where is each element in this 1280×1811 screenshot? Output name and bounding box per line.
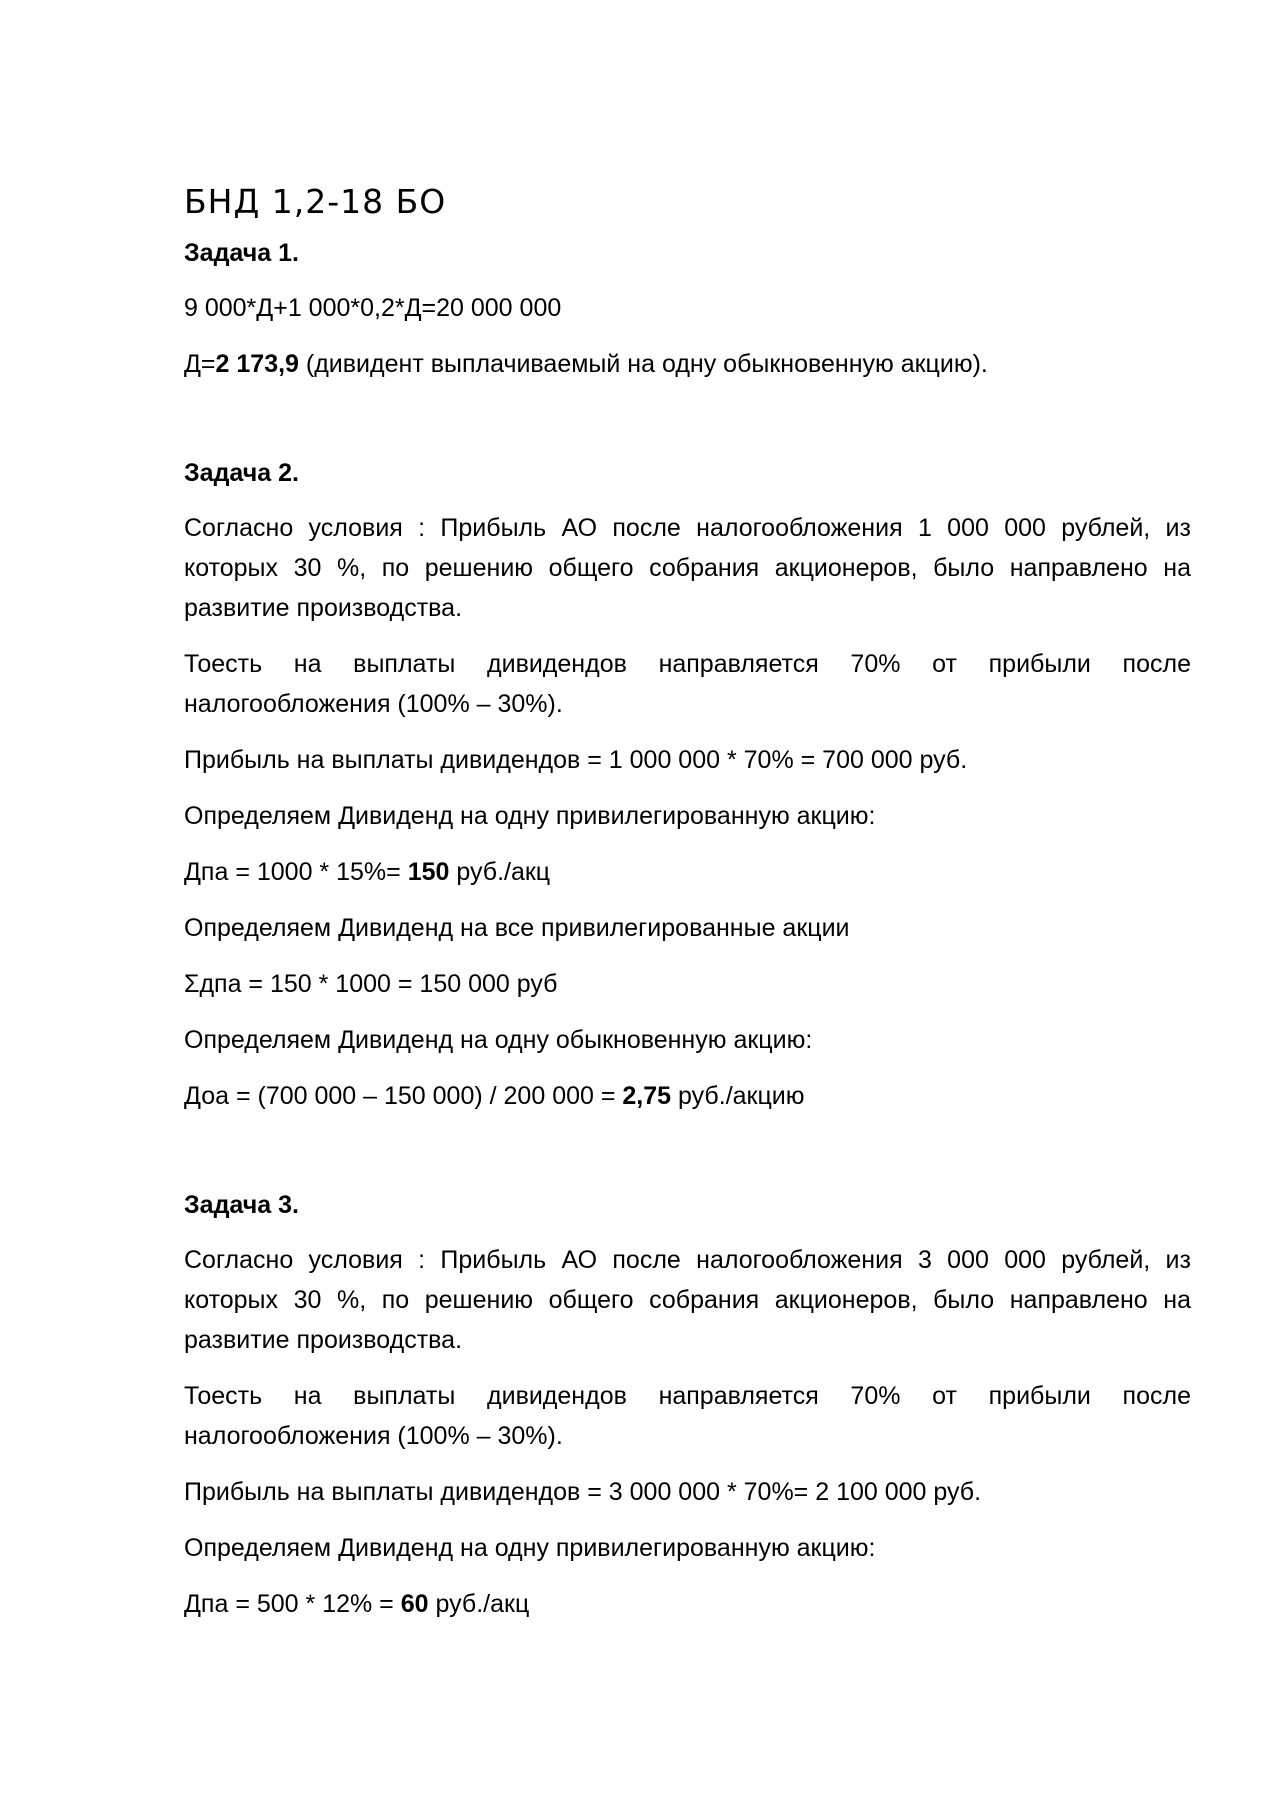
task-1-equation: 9 000*Д+1 000*0,2*Д=20 000 000 [184,294,562,322]
document-title: БНД 1,2-18 БО [184,182,447,221]
section-spacer [184,1132,1191,1188]
task-2-pref-all-label: Определяем Дивиденд на все привилегированные акции [184,914,850,942]
task-1-result [184,344,1191,384]
task-2-common-one-value: 2,75 [622,1082,672,1110]
task-3-dividend-share: Тоесть на выплаты дивидендов направляется 70% от прибыли после налогообложения (100% – 30%). [184,1382,1191,1450]
task-3-heading: Задача 3. [184,1191,299,1219]
task-3-pref-one-value: 60 [400,1590,429,1618]
task-2 [184,456,1191,1116]
task-1-result-prefix: Д= [184,350,216,378]
task-2-pref-one-prefix: Дпа = 1000 * 15%= [184,858,408,886]
task-2-pref-one-suffix: руб./акц [449,858,551,886]
task-2-pref-one-value: 150 [407,858,450,886]
task-3-pref-one-prefix: Дпа = 500 * 12% = [184,1590,401,1618]
task-1 [184,236,1191,384]
task-2-common-one-prefix: Доа = (700 000 – 150 000) / 200 000 = [184,1082,623,1110]
task-2-pref-one-label: Определяем Дивиденд на одну привилегированную акцию: [184,802,876,830]
task-3 [184,1188,1191,1624]
document-content [184,180,1191,1640]
task-2-condition: Согласно условия : Прибыль АО после налогообложения 1 000 000 рублей, из которых 30 %, по решению общего собрания акционеров, было направлено на развитие производства. [184,514,1191,622]
task-3-pref-one-label: Определяем Дивиденд на одну привилегированную акцию: [184,1534,876,1562]
task-1-heading: Задача 1. [184,239,299,267]
task-2-common-one-formula [184,1076,1191,1116]
task-2-pref-all-formula: Σдпа = 150 * 1000 = 150 000 руб [184,970,558,998]
task-1-result-value: 2 173,9 [215,350,299,378]
task-1-result-suffix: (дивидент выплачиваемый на одну обыкновенную акцию). [298,350,988,378]
task-2-common-one-label: Определяем Дивиденд на одну обыкновенную акцию: [184,1026,813,1054]
task-2-common-one-suffix: руб./акцию [671,1082,805,1110]
task-2-pref-one-formula [184,852,1191,892]
task-2-dividend-share: Тоесть на выплаты дивидендов направляется 70% от прибыли после налогообложения (100% – 30%). [184,650,1191,718]
task-3-profit-for-dividends: Прибыль на выплаты дивидендов = 3 000 000 * 70%= 2 100 000 руб. [184,1478,982,1506]
task-2-profit-for-dividends: Прибыль на выплаты дивидендов = 1 000 000 * 70% = 700 000 руб. [184,746,968,774]
task-3-pref-one-formula [184,1584,1191,1624]
section-spacer [184,400,1191,456]
task-3-condition: Согласно условия : Прибыль АО после налогообложения 3 000 000 рублей, из которых 30 %, по решению общего собрания акционеров, было направлено на развитие производства. [184,1246,1191,1354]
task-3-pref-one-suffix: руб./акц [428,1590,530,1618]
task-2-heading: Задача 2. [184,459,299,487]
